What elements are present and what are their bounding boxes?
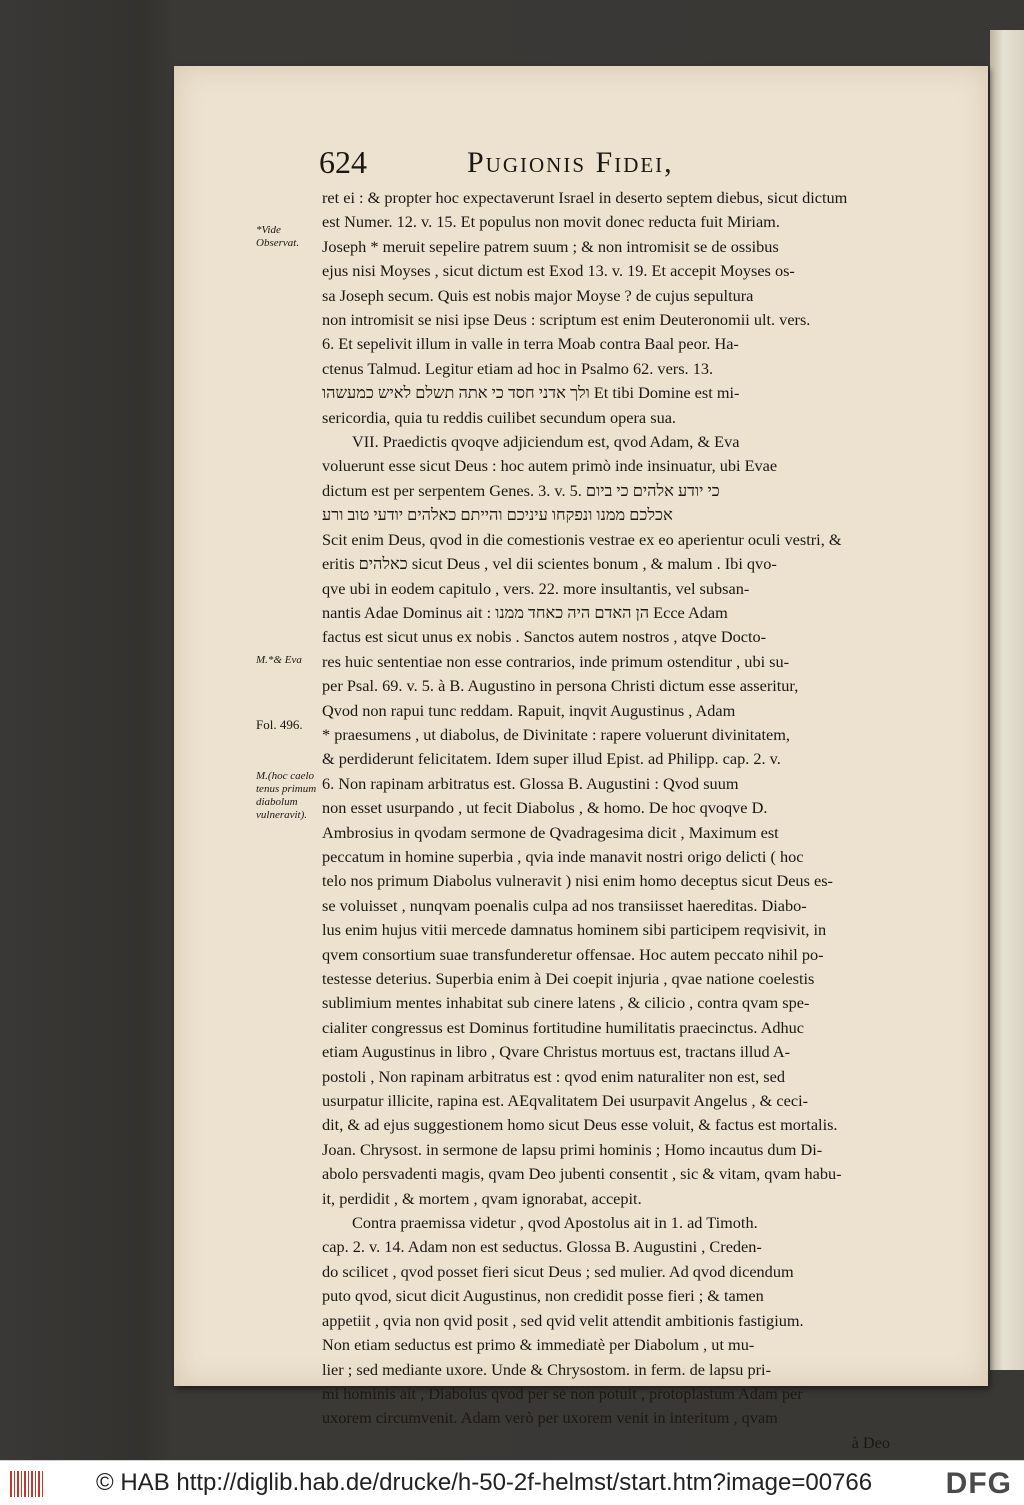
running-title: Pugionis Fidei, — [467, 146, 674, 179]
text-line: usurpatur illicite, rapina est. AEqvalitatem Dei usurpavit Angelus , & ceci- — [322, 1091, 809, 1111]
page-number: 624 — [319, 144, 367, 180]
text-line: lus enim hujus vitii mercede damnatus hominem sibi participem reqvisivit, in — [322, 920, 827, 940]
text-line: voluerunt esse sicut Deus : hoc autem primò inde insinuatur, ubi Evae — [322, 456, 778, 476]
text-line: à Deo — [851, 1432, 890, 1452]
text-line: sublimium mentes inhabitat sub cinere latens , & cilicio , contra qvam spe- — [322, 993, 810, 1013]
text-line: cap. 2. v. 14. Adam non est seductus. Glossa B. Augustini , Creden- — [322, 1237, 762, 1257]
text-line: etiam Augustinus in libro , Qvare Christus mortuus est, tractans illud A- — [322, 1042, 791, 1062]
facing-page-edge — [990, 30, 1024, 1370]
text-line: postoli , Non rapinam arbitratus est : qvod enim naturaliter non est, sed — [322, 1066, 786, 1086]
text-line: 6. Et sepelivit illum in valle in terra Moab contra Baal peor. Ha- — [322, 334, 739, 354]
text-line: puto qvod, sicut dicit Augustinus, non credidit posse fieri ; & tamen — [322, 1286, 764, 1306]
text-line: qve ubi in eodem capitulo , vers. 22. more insultantis, vel subsan- — [322, 578, 750, 598]
text-line: do scilicet , qvod posset fieri sicut Deus ; sed mulier. Ad qvod dicendum — [322, 1261, 794, 1281]
footer-bar — [0, 1460, 1024, 1505]
text-line: testesse deterius. Superbia enim à Dei coepit injuria , qvae natione coelestis — [322, 969, 815, 988]
text-line: Non etiam seductus est primo & immediatè per Diabolum , ut mu- — [322, 1335, 755, 1355]
text-line: cialiter congressus est Dominus fortitudine humilitatis praecinctus. Adhuc — [322, 1017, 805, 1037]
text-line: & perdiderunt felicitatem. Idem super illud Epist. ad Philipp. cap. 2. v. — [322, 749, 781, 769]
text-line: res huic sententiae non esse contrarios, inde primum ostenditur , ubi su- — [322, 651, 790, 671]
text-line: ולך אדני חסד כי אתה תשלם לאיש כמעשהו Et tibi Domine est mi- — [322, 383, 740, 403]
text-line: eritis כאלהים sicut Deus , vel dii scientes bonum , & malum . Ibi qvo- — [322, 554, 777, 574]
credit-link[interactable]: © HAB http://diglib.hab.de/drucke/h-50-2f-helmst/start.htm?image=00766 — [96, 1469, 873, 1496]
hab-logo-icon — [10, 1471, 44, 1497]
text-line: Joseph * meruit sepelire patrem suum ; & non intromisit se de ossibus — [322, 236, 779, 256]
text-line: Qvod non rapui tunc reddam. Rapuit, inqvit Augustinus , Adam — [322, 700, 736, 720]
text-line: it, perdidit , & mortem , qvam ignorabat, accepit. — [322, 1188, 642, 1208]
dfg-logo: DFG — [945, 1467, 1012, 1500]
text-line: dictum est per serpentem Genes. 3. v. 5. כי יודע אלהים כי ביום — [322, 480, 720, 500]
text-line: Ambrosius in qvodam sermone de Qvadragesima dicit , Maximum est — [322, 822, 779, 842]
text-line: אכלכם ממנו ונפקחו עיניכם והייתם כאלהים יודעי טוב ורע — [322, 505, 673, 525]
text-line: ejus nisi Moyses , sicut dictum est Exod 13. v. 19. Et accepit Moyses os- — [322, 261, 795, 281]
text-line: per Psal. 69. v. 5. à B. Augustino in persona Christi dictum esse asseritur, — [322, 676, 799, 696]
text-line: appetiit , qvia non qvid posit , sed qvid velit attendit ambitionis fastigium. — [322, 1310, 804, 1330]
page-header — [319, 144, 933, 184]
text-line: factus est sicut unus ex nobis . Sanctos autem nostros , atqve Docto- — [322, 627, 767, 647]
text-line: qvem consortium suae transfunderetur offensae. Hoc autem peccato nihil po- — [322, 944, 824, 964]
marginal-note: Fol. 496. — [256, 717, 303, 732]
text-line: telo nos primum Diabolus vulneravit ) nisi enim homo deceptus sicut Deus es- — [322, 871, 833, 891]
book-page — [174, 66, 988, 1452]
text-line: mi hominis ait , Diabolus qvod per se non potuit , protoplastum Adam per — [322, 1383, 803, 1403]
main-text — [322, 186, 890, 1455]
text-line: Contra praemissa videtur , qvod Apostolus ait in 1. ad Timoth. — [352, 1213, 758, 1233]
text-line: Joan. Chrysost. in sermone de lapsu primi hominis ; Homo incautus dum Di- — [322, 1139, 823, 1159]
text-line: uxorem circumvenit. Adam verò per uxorem venit in interitum , qvam — [322, 1408, 778, 1428]
text-line: est Numer. 12. v. 15. Et populus non movit donec reducta fuit Miriam. — [322, 212, 780, 232]
text-line: non esset usurpando , ut fecit Diabolus , & homo. De hoc qvoqve D. — [322, 798, 768, 818]
text-line: dit, & ad ejus suggestionem homo sicut Deus esse voluit, & factus est mortalis. — [322, 1115, 838, 1135]
text-line: nantis Adae Dominus ait : הן האדם היה כאחד ממנו Ecce Adam — [322, 602, 728, 622]
text-line: non intromisit se nisi ipse Deus : scriptum est enim Deuteronomii ult. vers. — [322, 310, 811, 330]
text-line: 6. Non rapinam arbitratus est. Glossa B. Augustini : Qvod suum — [322, 773, 739, 793]
marginal-note: M.*& Eva — [256, 654, 302, 666]
text-line: ret ei : & propter hoc expectaverunt Israel in deserto septem diebus, sicut dictum — [322, 188, 848, 207]
text-line: lier ; sed mediante uxore. Unde & Chrysostom. in ferm. de lapsu pri- — [322, 1359, 771, 1379]
text-line: * praesumens , ut diabolus, de Divinitate : rapere voluerunt divinitatem, — [322, 724, 790, 744]
marginal-note: M.(hoc caelo tenus primum diabolum vulneravit). — [256, 770, 317, 821]
text-line: se voluisset , nunqvam poenalis culpa ad nos transiisset haereditas. Diabo- — [322, 895, 807, 915]
text-line: sa Joseph secum. Quis est nobis major Moyse ? de cujus sepultura — [322, 285, 754, 305]
text-line: peccatum in homine superbia , qvia inde manavit nostri origo delicti ( hoc — [322, 846, 804, 866]
text-line: VII. Praedictis qvoqve adjiciendum est, qvod Adam, & Eva — [352, 432, 740, 452]
text-line: sericordia, quia tu reddis cuilibet secundum opera sua. — [322, 407, 677, 427]
text-line: ctenus Talmud. Legitur etiam ad hoc in Psalmo 62. vers. 13. — [322, 358, 714, 378]
marginal-note: *Vide Observat. — [256, 224, 300, 249]
text-line: abolo persvadenti magis, qvam Deo jubenti consentit , sic & vitam, qvam habu- — [322, 1164, 842, 1184]
text-line: Scit enim Deus, qvod in die comestionis vestrae ex eo aperientur oculi vestri, & — [322, 529, 842, 549]
